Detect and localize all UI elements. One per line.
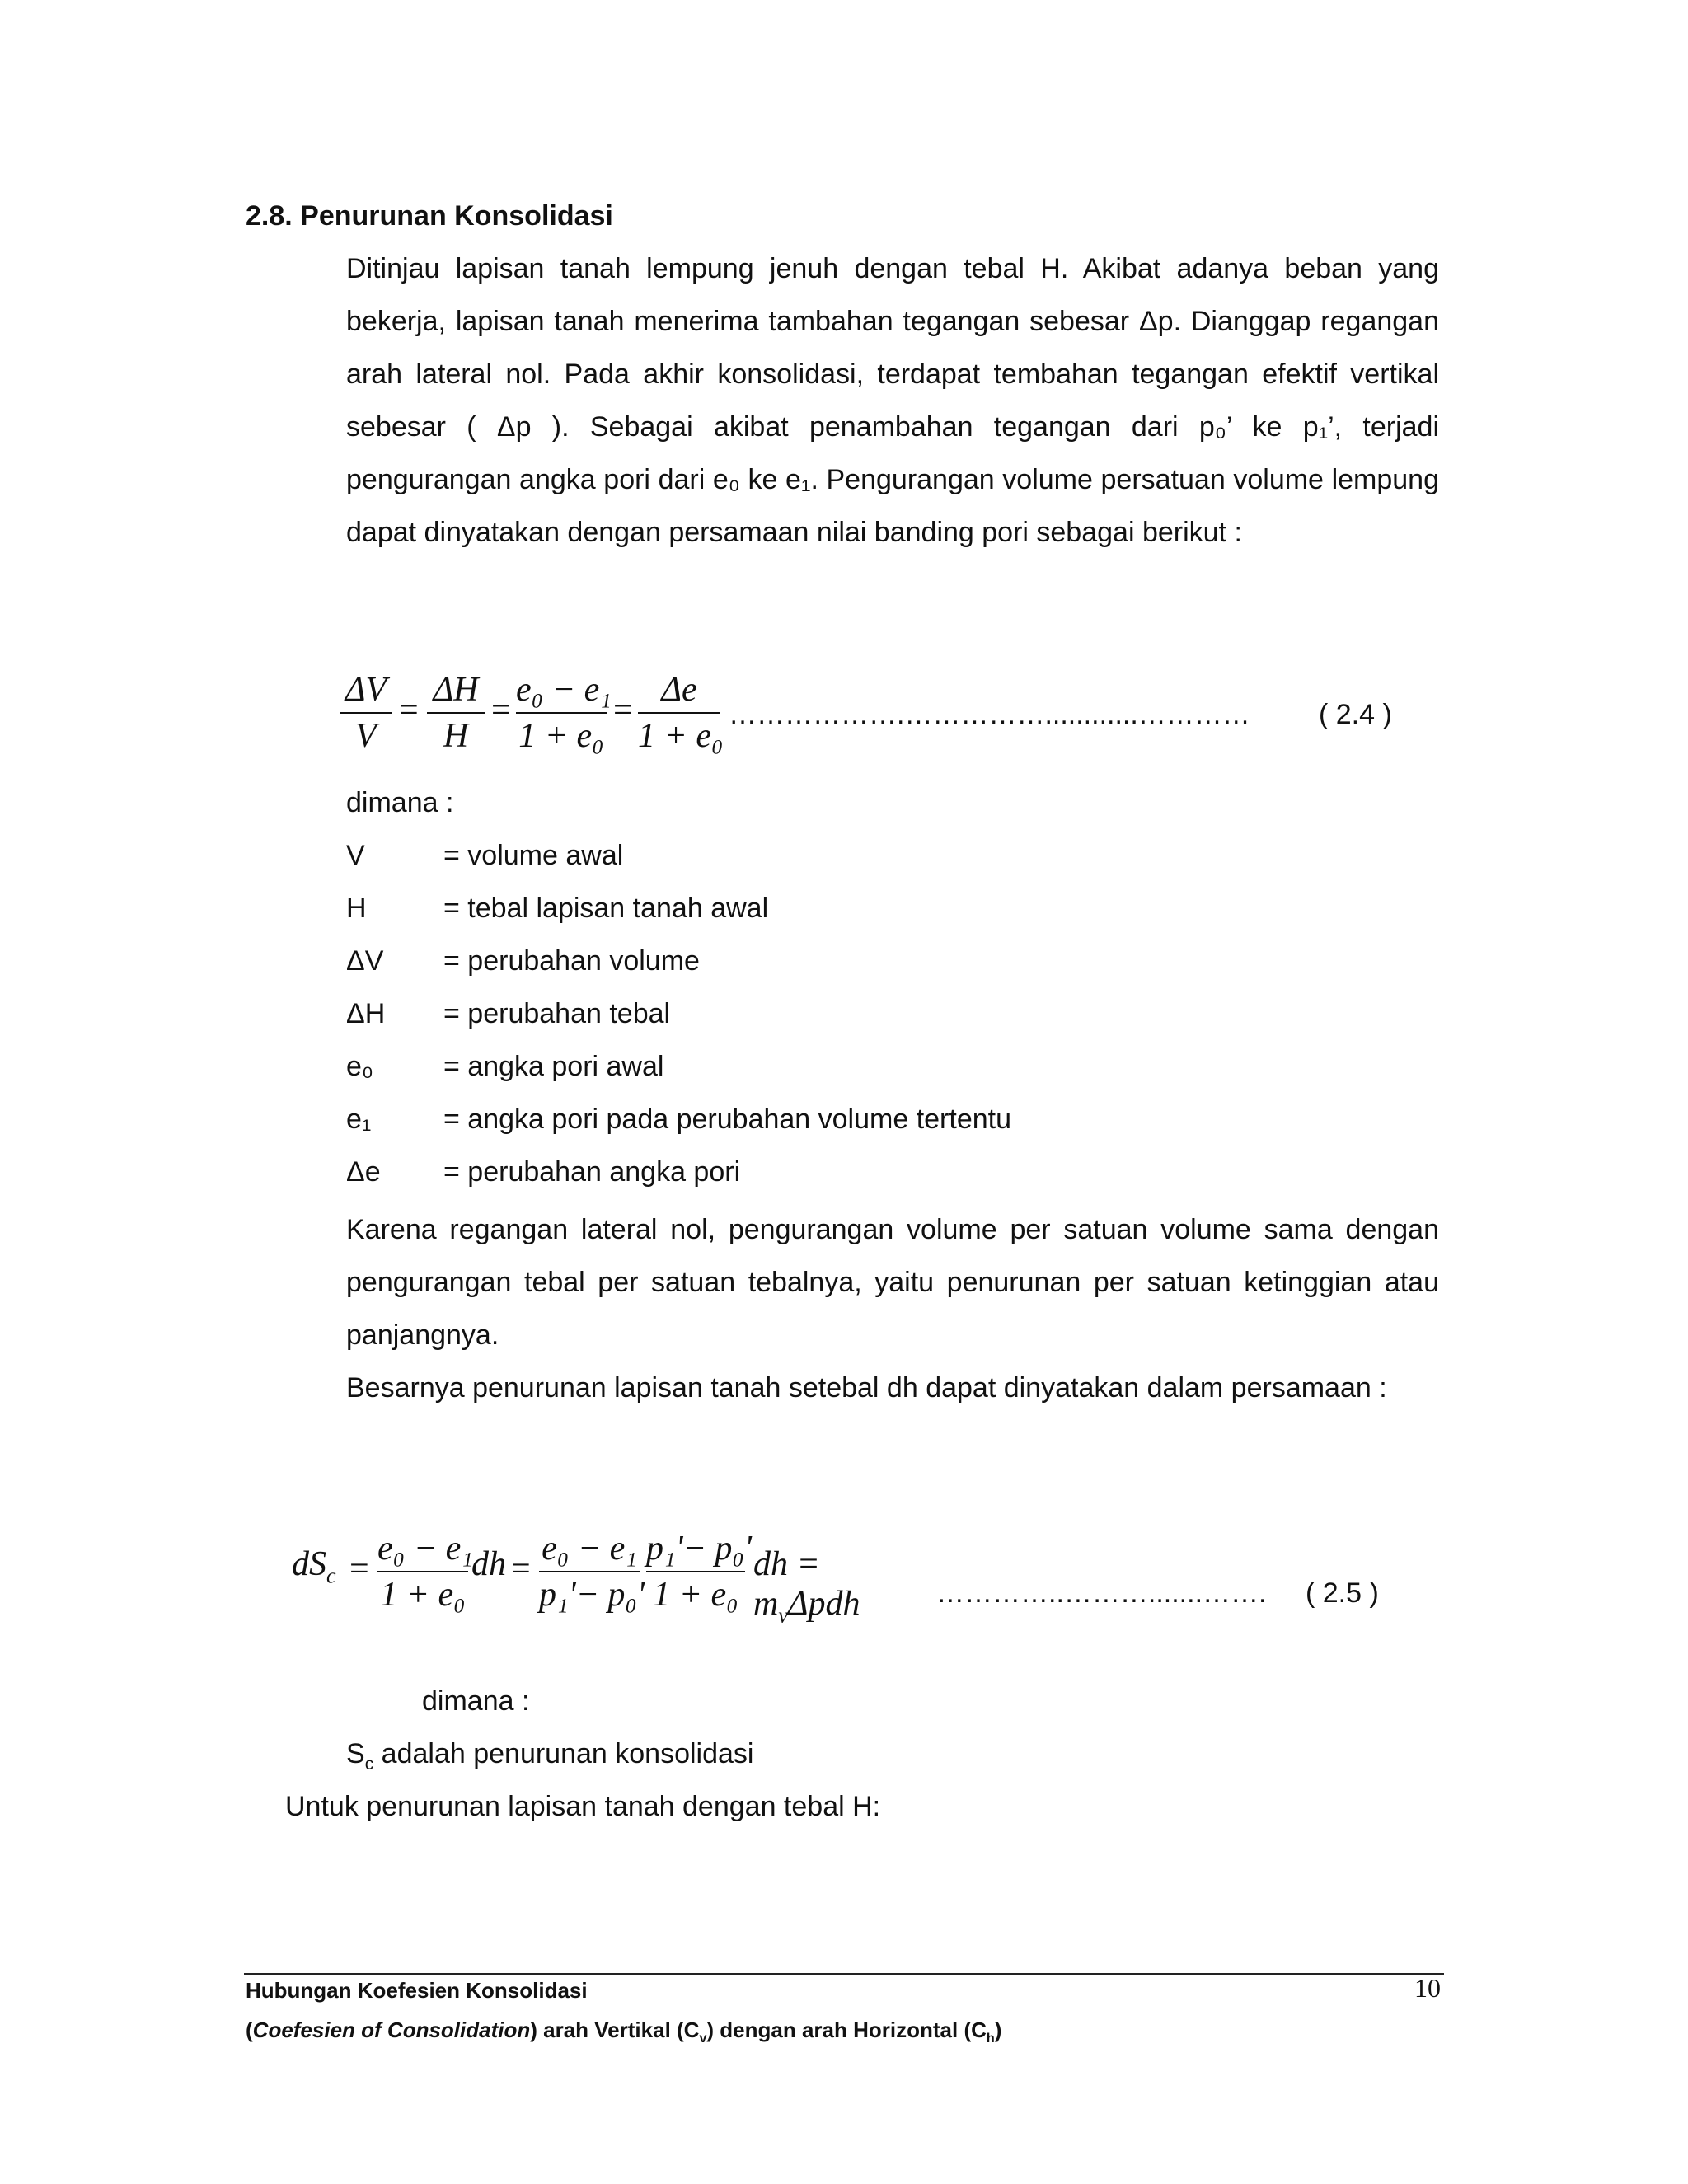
definition-symbol: Δe — [346, 1156, 381, 1188]
sc-symbol: S — [346, 1738, 365, 1769]
section-heading: 2.8. Penurunan Konsolidasi — [246, 200, 613, 232]
footer-subtitle — [246, 2018, 1001, 2046]
footer-mid2: ) dengan arah Horizontal (C — [706, 2018, 987, 2042]
paragraph-2-text: Karena regangan lateral nol, pengurangan volume per satuan volume sama dengan pengurangan tebal per satuan tebalnya, yaitu penurunan per satuan ketinggian atau panjangnya. — [346, 1214, 1439, 1351]
eq25-equals-2: = — [511, 1550, 531, 1588]
eq25-tail-main: dh = m — [753, 1545, 820, 1623]
definition-symbol: ΔH — [346, 998, 386, 1029]
eq25-tail-end: Δpdh — [787, 1585, 860, 1623]
eq25-f3-num: p₁'− p₀' — [646, 1530, 753, 1568]
eq24-fraction-2 — [427, 669, 485, 757]
eq24-equals-3: = — [613, 691, 633, 729]
footer-italic: Coefesien of Consolidation — [252, 2018, 531, 2042]
page-number: 10 — [1414, 1973, 1441, 2003]
eq25-dh: dh — [471, 1545, 506, 1583]
eq25-fraction-1 — [377, 1528, 473, 1615]
definition-symbol: H — [346, 893, 367, 924]
definition-symbol: ΔV — [346, 945, 384, 977]
sc-text: adalah penurunan konsolidasi — [373, 1738, 754, 1769]
eq24-equals-2: = — [491, 691, 511, 729]
definition-text: = perubahan angka pori — [443, 1156, 741, 1188]
eq24-f1-num: ΔV — [345, 671, 387, 709]
eq24-fraction-4 — [638, 669, 724, 757]
sc-sub: c — [364, 1754, 374, 1774]
eq25-label: ( 2.5 ) — [1306, 1577, 1379, 1609]
eq25-lhs-main: dS — [292, 1545, 326, 1583]
eq25-fraction-3 — [646, 1528, 753, 1615]
intro-paragraph — [346, 242, 1439, 559]
eq24-f3-den: 1 + e₀ — [518, 717, 604, 755]
footer-open: ( — [246, 2018, 253, 2042]
footer-title: Hubungan Koefesien Konsolidasi — [246, 1978, 588, 2003]
eq25-lhs — [292, 1544, 336, 1588]
eq24-fraction-1 — [340, 669, 392, 757]
eq24-dots: ……………….……………............………… — [729, 699, 1250, 730]
paragraph-3-text: Besarnya penurunan lapisan tanah setebal dh dapat dinyatakan dalam persamaan : — [346, 1372, 1387, 1404]
sc-definition — [346, 1734, 753, 1784]
definition-text: = perubahan volume — [443, 945, 700, 977]
eq24-f3-num: e₀ − e₁ — [516, 671, 612, 709]
after-dimana: dimana : — [422, 1685, 530, 1717]
eq25-f3-den: 1 + e₀ — [653, 1576, 738, 1614]
eq24-f4-num: Δe — [661, 671, 697, 709]
eq25-dots: …………..……….......……. — [936, 1577, 1267, 1609]
definition-symbol: V — [346, 840, 365, 871]
definition-text: = volume awal — [443, 840, 624, 871]
definition-text: = angka pori awal — [443, 1051, 664, 1082]
paragraph-3 — [346, 1361, 1439, 1414]
definition-text: = perubahan tebal — [443, 998, 671, 1029]
definition-symbol: e₁ — [346, 1104, 372, 1135]
eq24-f1-den: V — [355, 717, 377, 755]
eq25-equals-1: = — [349, 1550, 369, 1588]
eq25-tail — [753, 1544, 860, 1628]
eq25-lhs-sub: c — [326, 1563, 336, 1588]
eq24-equals-1: = — [399, 691, 419, 729]
paragraph-2 — [346, 1203, 1439, 1361]
footer-rule — [244, 1973, 1444, 1975]
eq24-fraction-3 — [516, 669, 612, 757]
eq25-f1-den: 1 + e₀ — [380, 1576, 466, 1614]
eq25-fraction-2 — [539, 1528, 645, 1615]
definition-text: = tebal lapisan tanah awal — [443, 893, 769, 924]
definition-symbol: e₀ — [346, 1051, 374, 1082]
last-line: Untuk penurunan lapisan tanah dengan tebal H: — [285, 1791, 881, 1822]
eq24-label: ( 2.4 ) — [1319, 699, 1392, 730]
eq25-f2-num: e₀ − e₁ — [542, 1530, 637, 1568]
definition-text: = angka pori pada perubahan volume tertentu — [443, 1104, 1011, 1135]
footer-close: ) — [994, 2018, 1002, 2042]
eq24-f2-den: H — [443, 717, 469, 755]
eq25-f2-den: p₁'− p₀' — [539, 1576, 645, 1614]
footer-sub-h: h — [986, 2031, 995, 2046]
eq25-f1-num: e₀ − e₁ — [377, 1530, 473, 1568]
eq25-tail-sub: v — [778, 1603, 788, 1628]
eq24-f2-num: ΔH — [433, 671, 479, 709]
intro-text: Ditinjau lapisan tanah lempung jenuh dengan tebal H. Akibat adanya beban yang bekerja, lapisan tanah menerima tambahan tegangan sebesar Δp. Dianggap regangan arah lateral nol. Pada akhir konsolidasi, terdapat tembahan tegangan efektif vertikal sebesar ( Δp ). Sebagai akibat penambahan tegangan dari p₀’ ke p₁’, terjadi pengurangan angka pori dari e₀ ke e₁. Pengurangan volume persatuan volume lempung dapat dinyatakan dengan persamaan nilai banding pori sebagai berikut : — [346, 253, 1439, 548]
definitions-intro: dimana : — [346, 787, 454, 818]
footer-mid: ) arah Vertikal (C — [530, 2018, 700, 2042]
eq24-f4-den: 1 + e₀ — [638, 717, 724, 755]
footer-sub-v: v — [699, 2031, 707, 2046]
